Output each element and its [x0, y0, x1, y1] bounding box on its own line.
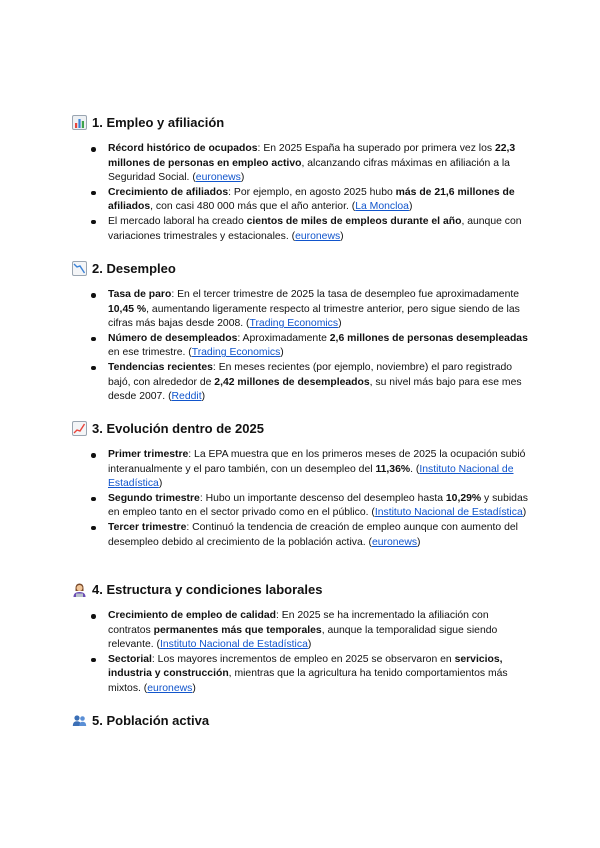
- bar-chart-icon: [72, 115, 87, 130]
- list-item: Tasa de paro: En el tercer trimestre de 2025 la tasa de desempleo fue aproximadamente 10,45 %, aumentando ligeramente respecto al trimestre anterior, pero sigue siendo de las cifras más bajas desde 2008. (Trading Economics): [108, 288, 532, 332]
- source-link-ine[interactable]: Instituto Nacional de Estadística: [374, 507, 523, 519]
- section-heading: [72, 580, 532, 598]
- section-title: 4. Estructura y condiciones laborales: [92, 581, 323, 597]
- section-title: 3. Evolución dentro de 2025: [92, 420, 264, 436]
- section-title: 5. Población activa: [92, 712, 210, 728]
- section-heading: [72, 711, 532, 729]
- chart-increasing-icon: [72, 421, 87, 436]
- list-item: El mercado laboral ha creado cientos de miles de empleos durante el año, aunque con variaciones trimestrales y estacionales. (euronews): [108, 215, 532, 244]
- section-title: 1. Empleo y afiliación: [92, 114, 225, 130]
- section-evolucion-2025: [72, 419, 532, 550]
- section-empleo-afiliacion: [72, 113, 532, 244]
- source-link-trading-economics[interactable]: Trading Economics: [191, 347, 281, 359]
- list-item: Tendencias recientes: En meses recientes (por ejemplo, noviembre) el paro registrado bajó, con alrededor de 2,42 millones de desempleados, su nivel más bajo para ese mes desde 2007. (Reddit): [108, 361, 532, 405]
- source-link-ine[interactable]: Instituto Nacional de Estadística: [159, 639, 308, 651]
- section-desempleo: [72, 259, 532, 405]
- chart-decreasing-icon: [72, 261, 87, 276]
- list-item: Primer trimestre: La EPA muestra que en los primeros meses de 2025 la ocupación subió interanualmente y el paro también, con un desempleo del 11,36%. (Instituto Nacional de Estadística): [108, 448, 532, 492]
- source-link-ine[interactable]: Instituto Nacional de Estadística: [108, 463, 514, 490]
- list-item: Récord histórico de ocupados: En 2025 España ha superado por primera vez los 22,3 millones de personas en empleo activo, alcanzando cifras máximas en afiliación a la Seguridad Social. (euronews): [108, 142, 532, 186]
- section-title: 2. Desempleo: [92, 260, 176, 276]
- source-link-euronews[interactable]: euronews: [147, 682, 193, 694]
- bullet-list: [72, 448, 532, 550]
- section-estructura-condiciones: [72, 580, 532, 697]
- list-item: Crecimiento de afiliados: Por ejemplo, en agosto 2025 hubo más de 21,6 millones de afiliados, con casi 480 000 más que el año anterior. (La Moncloa): [108, 186, 532, 215]
- section-poblacion-activa: [72, 711, 532, 729]
- section-heading: [72, 259, 532, 277]
- bullet-list: [72, 609, 532, 697]
- people-icon: [72, 713, 87, 728]
- source-link-euronews[interactable]: euronews: [195, 172, 241, 184]
- list-item: Tercer trimestre: Continuó la tendencia de creación de empleo aunque con aumento del desempleo debido al crecimiento de la población activa. (euronews): [108, 521, 532, 550]
- office-worker-icon: [72, 582, 87, 597]
- source-link-trading-economics[interactable]: Trading Economics: [249, 318, 339, 330]
- source-link-la-moncloa[interactable]: La Moncloa: [355, 201, 409, 213]
- source-link-euronews[interactable]: euronews: [295, 230, 341, 242]
- section-heading: [72, 113, 532, 131]
- bullet-list: [72, 288, 532, 405]
- list-item: Segundo trimestre: Hubo un importante descenso del desempleo hasta 10,29% y subidas en empleo tanto en el sector privado como en el público. (Instituto Nacional de Estadística): [108, 492, 532, 521]
- section-heading: [72, 419, 532, 437]
- source-link-reddit[interactable]: Reddit: [171, 391, 202, 403]
- list-item: Número de desempleados: Aproximadamente 2,6 millones de personas desempleadas en ese trimestre. (Trading Economics): [108, 332, 532, 361]
- source-link-euronews[interactable]: euronews: [371, 536, 418, 548]
- list-item: Sectorial: Los mayores incrementos de empleo en 2025 se observaron en servicios, industria y construcción, mientras que la agricultura ha tenido comportamientos más mixtos. (euronews): [108, 653, 532, 697]
- bullet-list: [72, 142, 532, 244]
- list-item: Crecimiento de empleo de calidad: En 2025 se ha incrementado la afiliación con contratos permanentes más que temporales, aunque la temporalidad sigue siendo relevante. (Instituto Nacional de Estadística): [108, 609, 532, 653]
